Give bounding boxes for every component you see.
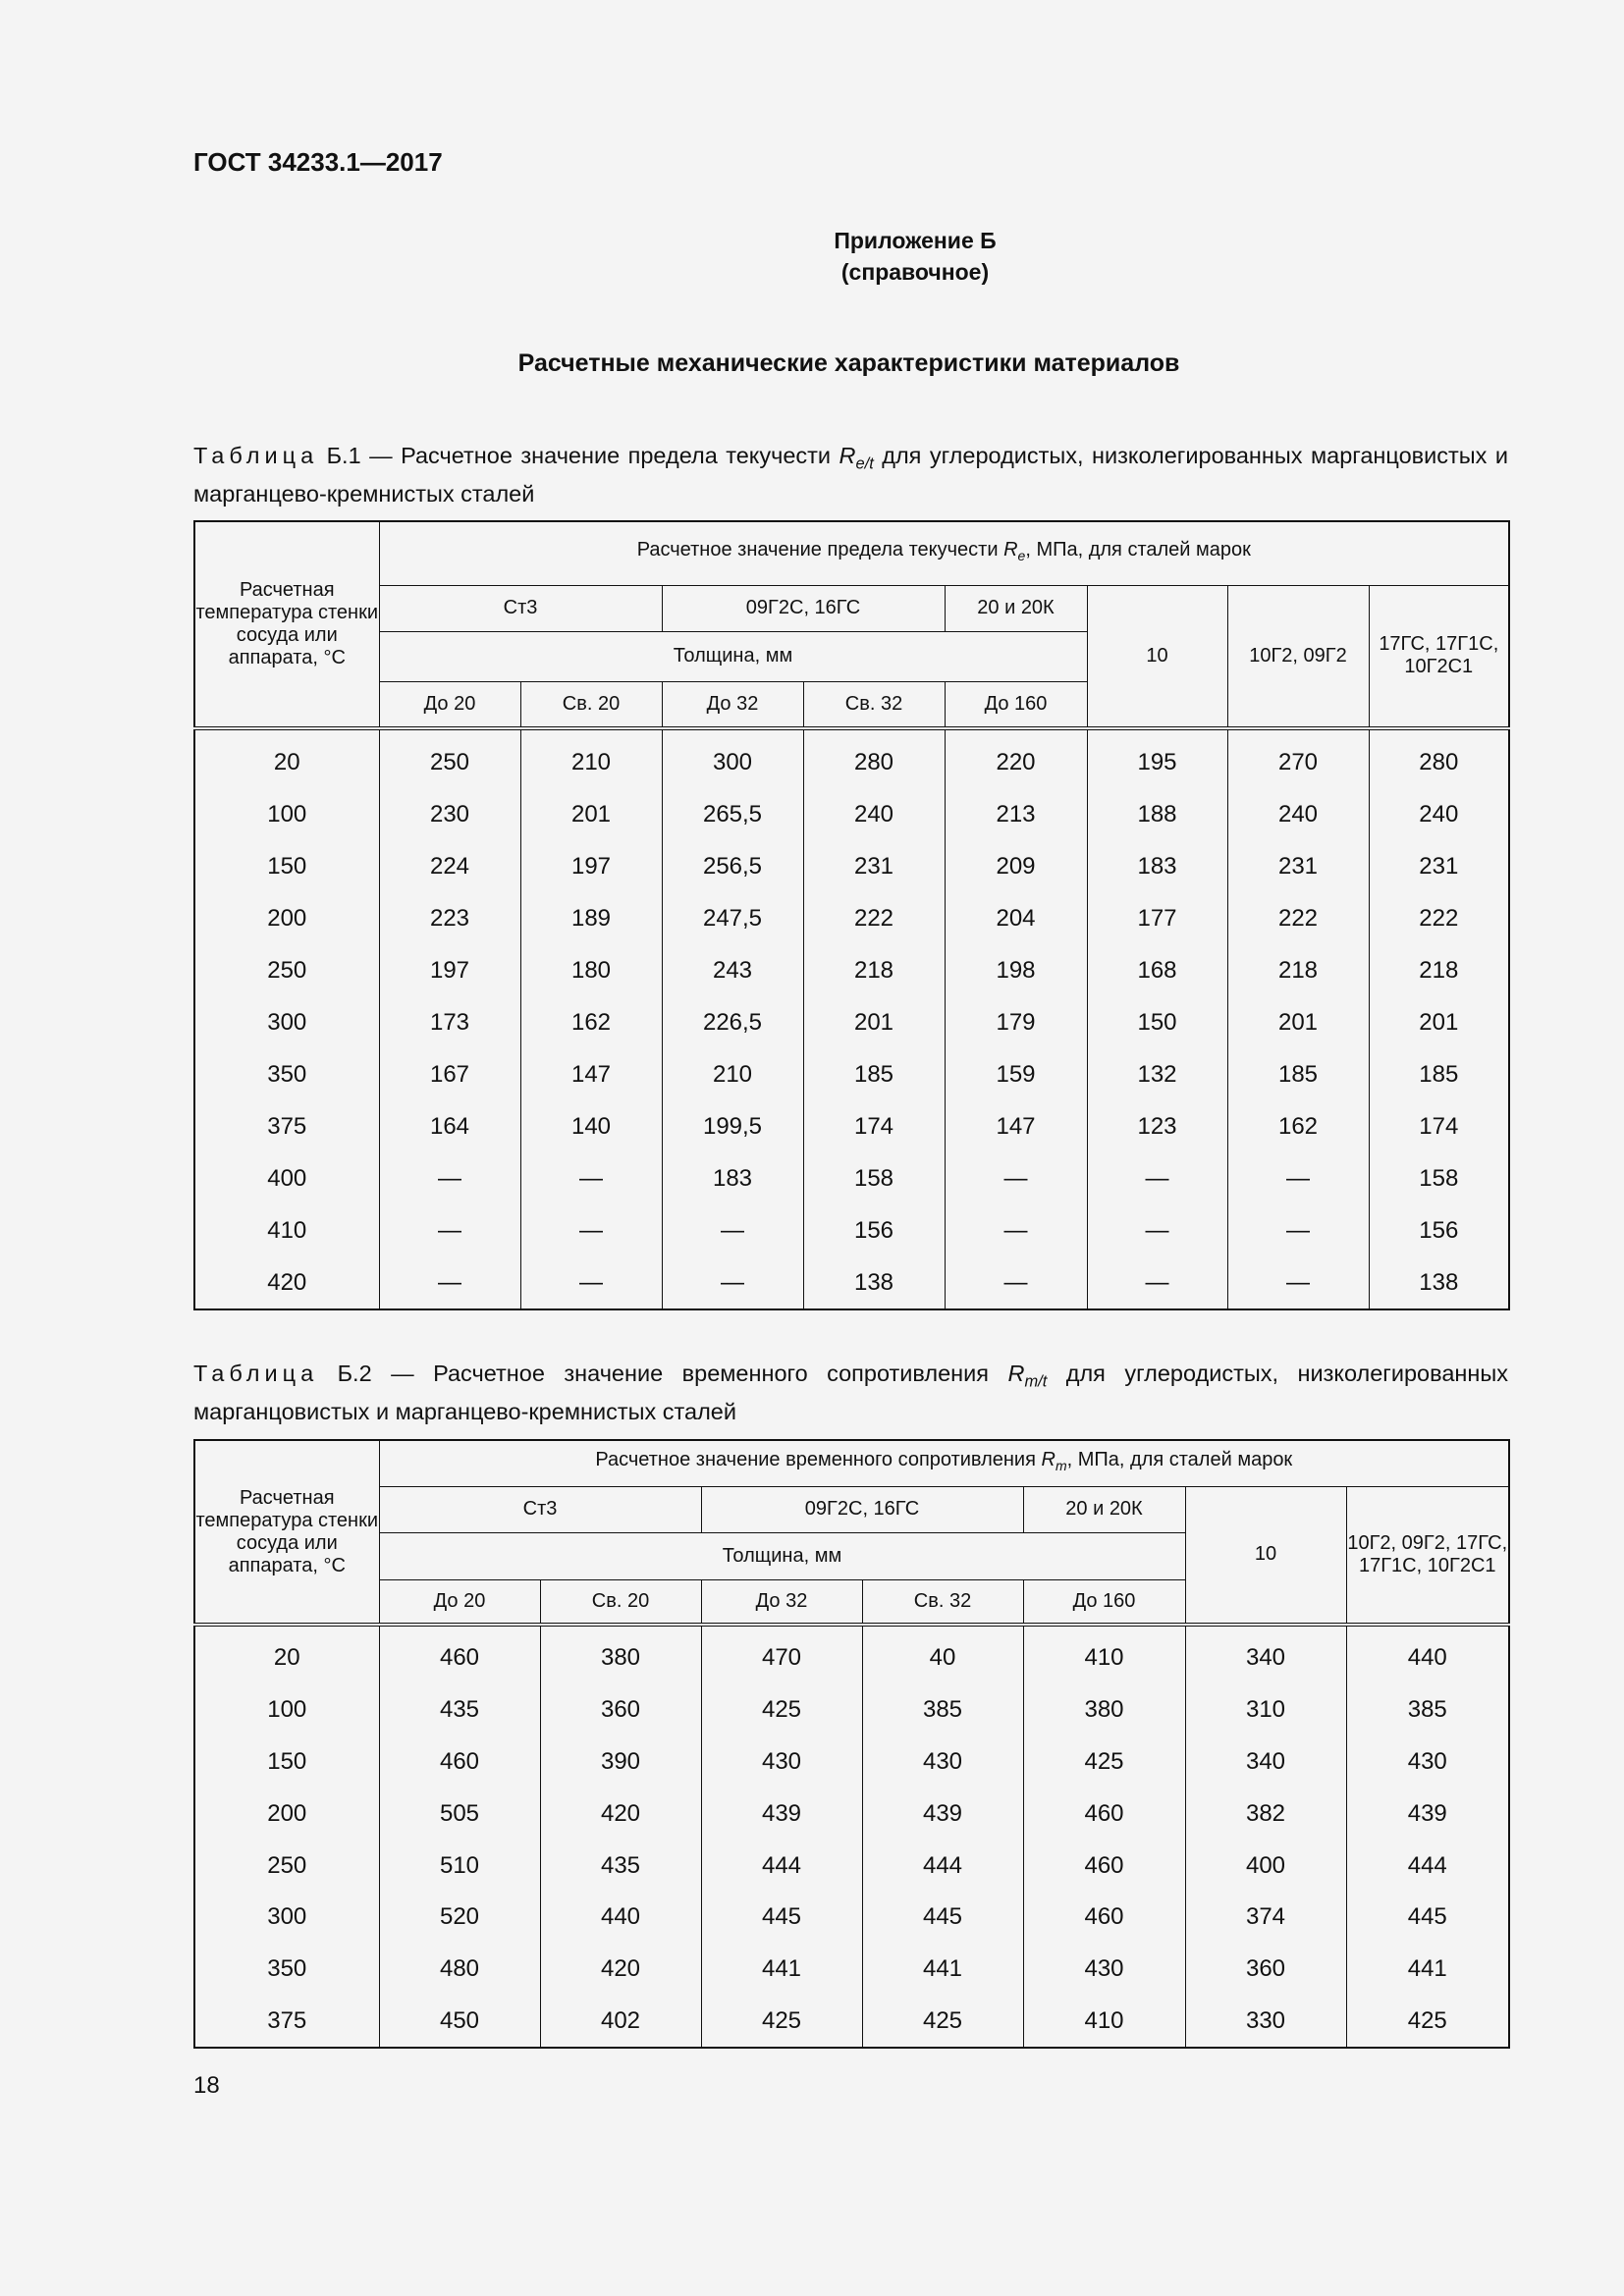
value-cell: 210 xyxy=(520,728,662,788)
value-cell: 188 xyxy=(1087,788,1227,840)
value-cell: 410 xyxy=(1023,1996,1185,2049)
value-cell: 201 xyxy=(1227,996,1369,1048)
table1-thickness-col: До 20 xyxy=(379,681,520,728)
value-cell: 330 xyxy=(1185,1996,1346,2049)
table-row xyxy=(194,1204,1509,1256)
value-cell: — xyxy=(1227,1152,1369,1204)
value-cell: — xyxy=(379,1152,520,1204)
value-cell: — xyxy=(1087,1256,1227,1309)
annex-heading xyxy=(0,225,1624,288)
table2-caption-rest: для углеродистых, низколегированных марганцовистых и марганцево-кремнистых сталей xyxy=(193,1361,1509,1424)
value-cell: 224 xyxy=(379,840,520,892)
table1-caption xyxy=(193,441,1508,508)
value-cell: 425 xyxy=(1023,1736,1185,1789)
value-cell: 240 xyxy=(1227,788,1369,840)
value-cell: 445 xyxy=(862,1892,1023,1944)
value-cell: 360 xyxy=(540,1684,701,1736)
table-row xyxy=(194,1684,1509,1736)
value-cell: 300 xyxy=(662,728,803,788)
temperature-cell: 350 xyxy=(194,1048,379,1100)
value-cell: 185 xyxy=(1369,1048,1509,1100)
table-row xyxy=(194,1788,1509,1840)
value-cell: 430 xyxy=(701,1736,862,1789)
table2-caption-label: Таблица xyxy=(193,1361,319,1386)
annex-subtitle: (справочное) xyxy=(840,259,990,285)
table2-grade: Ст3 xyxy=(379,1486,701,1532)
table2-caption-symbol: $R_{m/t}$ xyxy=(1007,1361,1048,1391)
value-cell: — xyxy=(662,1204,803,1256)
table-row xyxy=(194,788,1509,840)
table-row xyxy=(194,1625,1509,1684)
value-cell: 174 xyxy=(803,1100,945,1152)
table-row xyxy=(194,1944,1509,1996)
value-cell: 265,5 xyxy=(662,788,803,840)
value-cell: 470 xyxy=(701,1625,862,1684)
value-cell: 460 xyxy=(379,1625,540,1684)
value-cell: 162 xyxy=(1227,1100,1369,1152)
table-row xyxy=(194,892,1509,944)
value-cell: 439 xyxy=(701,1788,862,1840)
table-row xyxy=(194,840,1509,892)
value-cell: 340 xyxy=(1185,1736,1346,1789)
temperature-cell: 300 xyxy=(194,996,379,1048)
value-cell: 198 xyxy=(945,944,1087,996)
table2-group-header: Расчетное значение временного сопротивления $R_m$, МПа, для сталей марок xyxy=(379,1440,1509,1486)
page-title: Расчетные механические характеристики материалов xyxy=(517,349,1180,377)
value-cell: 231 xyxy=(1227,840,1369,892)
table1-grade: 20 и 20К xyxy=(945,585,1087,631)
value-cell: 167 xyxy=(379,1048,520,1100)
value-cell: 380 xyxy=(1023,1684,1185,1736)
value-cell: 435 xyxy=(379,1684,540,1736)
temperature-cell: 420 xyxy=(194,1256,379,1309)
value-cell: 222 xyxy=(1227,892,1369,944)
value-cell: — xyxy=(1087,1152,1227,1204)
temperature-cell: 200 xyxy=(194,892,379,944)
value-cell: 445 xyxy=(701,1892,862,1944)
value-cell: 270 xyxy=(1227,728,1369,788)
value-cell: 439 xyxy=(1346,1788,1509,1840)
value-cell: — xyxy=(1087,1204,1227,1256)
value-cell: 220 xyxy=(945,728,1087,788)
value-cell: — xyxy=(520,1152,662,1204)
table1-grade: 17ГС, 17Г1С, 10Г2С1 xyxy=(1369,585,1509,728)
value-cell: 204 xyxy=(945,892,1087,944)
value-cell: 425 xyxy=(1346,1996,1509,2049)
table2-grade: 20 и 20К xyxy=(1023,1486,1185,1532)
value-cell: 201 xyxy=(803,996,945,1048)
value-cell: 425 xyxy=(862,1996,1023,2049)
value-cell: 180 xyxy=(520,944,662,996)
value-cell: 380 xyxy=(540,1625,701,1684)
value-cell: 310 xyxy=(1185,1684,1346,1736)
value-cell: — xyxy=(945,1256,1087,1309)
value-cell: 250 xyxy=(379,728,520,788)
table1-thickness-col: До 32 xyxy=(662,681,803,728)
table-row xyxy=(194,1996,1509,2049)
value-cell: 230 xyxy=(379,788,520,840)
value-cell: 280 xyxy=(1369,728,1509,788)
temperature-cell: 100 xyxy=(194,1684,379,1736)
table-row xyxy=(194,1892,1509,1944)
value-cell: 441 xyxy=(701,1944,862,1996)
value-cell: 189 xyxy=(520,892,662,944)
value-cell: 140 xyxy=(520,1100,662,1152)
value-cell: — xyxy=(662,1256,803,1309)
annex-title: Приложение Б xyxy=(834,228,997,253)
value-cell: — xyxy=(379,1256,520,1309)
value-cell: 183 xyxy=(1087,840,1227,892)
table2-grade: 10Г2, 09Г2, 17ГС, 17Г1С, 10Г2С1 xyxy=(1346,1486,1509,1625)
value-cell: 340 xyxy=(1185,1625,1346,1684)
table1-thickness-label: Толщина, мм xyxy=(379,631,1087,681)
value-cell: 280 xyxy=(803,728,945,788)
value-cell: 179 xyxy=(945,996,1087,1048)
table-row xyxy=(194,1256,1509,1309)
value-cell: 185 xyxy=(1227,1048,1369,1100)
value-cell: 156 xyxy=(803,1204,945,1256)
value-cell: 441 xyxy=(862,1944,1023,1996)
table-row xyxy=(194,728,1509,788)
value-cell: 460 xyxy=(379,1736,540,1789)
value-cell: 520 xyxy=(379,1892,540,1944)
value-cell: 147 xyxy=(945,1100,1087,1152)
value-cell: 174 xyxy=(1369,1100,1509,1152)
table1-caption-rest: для углеродистых, низколегированных марганцовистых и марганцево-кремнистых сталей xyxy=(193,443,1509,507)
value-cell: 150 xyxy=(1087,996,1227,1048)
table1-grade: 09Г2С, 16ГС xyxy=(662,585,945,631)
value-cell: — xyxy=(1227,1204,1369,1256)
value-cell: 158 xyxy=(803,1152,945,1204)
temperature-cell: 375 xyxy=(194,1100,379,1152)
table-row xyxy=(194,1048,1509,1100)
value-cell: 123 xyxy=(1087,1100,1227,1152)
value-cell: 218 xyxy=(803,944,945,996)
value-cell: 400 xyxy=(1185,1840,1346,1892)
value-cell: — xyxy=(1227,1256,1369,1309)
page-number: 18 xyxy=(193,2072,220,2099)
value-cell: 382 xyxy=(1185,1788,1346,1840)
value-cell: 201 xyxy=(520,788,662,840)
table2-thickness-col: Св. 20 xyxy=(540,1579,701,1625)
table2-thickness-col: Св. 32 xyxy=(862,1579,1023,1625)
value-cell: 430 xyxy=(862,1736,1023,1789)
value-cell: 209 xyxy=(945,840,1087,892)
value-cell: 168 xyxy=(1087,944,1227,996)
value-cell: 444 xyxy=(1346,1840,1509,1892)
value-cell: 185 xyxy=(803,1048,945,1100)
value-cell: 243 xyxy=(662,944,803,996)
value-cell: 439 xyxy=(862,1788,1023,1840)
table1-grade: 10 xyxy=(1087,585,1227,728)
value-cell: 138 xyxy=(1369,1256,1509,1309)
value-cell: 201 xyxy=(1369,996,1509,1048)
value-cell: 159 xyxy=(945,1048,1087,1100)
value-cell: 156 xyxy=(1369,1204,1509,1256)
value-cell: 183 xyxy=(662,1152,803,1204)
value-cell: 420 xyxy=(540,1788,701,1840)
table1-group-header: Расчетное значение предела текучести $R_e$, МПа, для сталей марок xyxy=(379,521,1509,585)
value-cell: 195 xyxy=(1087,728,1227,788)
value-cell: 222 xyxy=(803,892,945,944)
value-cell: 231 xyxy=(803,840,945,892)
value-cell: 199,5 xyxy=(662,1100,803,1152)
value-cell: 430 xyxy=(1346,1736,1509,1789)
table1-thickness-col: Св. 20 xyxy=(520,681,662,728)
value-cell: 385 xyxy=(1346,1684,1509,1736)
value-cell: 440 xyxy=(1346,1625,1509,1684)
temperature-cell: 150 xyxy=(194,840,379,892)
table1-thickness-col: До 160 xyxy=(945,681,1087,728)
table1-grade: Ст3 xyxy=(379,585,662,631)
value-cell: 510 xyxy=(379,1840,540,1892)
table2-grade: 09Г2С, 16ГС xyxy=(701,1486,1023,1532)
table1-thickness-col: Св. 32 xyxy=(803,681,945,728)
value-cell: — xyxy=(379,1204,520,1256)
temperature-cell: 250 xyxy=(194,944,379,996)
value-cell: — xyxy=(520,1256,662,1309)
table-row xyxy=(194,1100,1509,1152)
value-cell: 173 xyxy=(379,996,520,1048)
value-cell: 360 xyxy=(1185,1944,1346,1996)
value-cell: 505 xyxy=(379,1788,540,1840)
value-cell: 410 xyxy=(1023,1625,1185,1684)
value-cell: 240 xyxy=(1369,788,1509,840)
value-cell: 460 xyxy=(1023,1840,1185,1892)
temperature-cell: 375 xyxy=(194,1996,379,2049)
value-cell: 158 xyxy=(1369,1152,1509,1204)
table2 xyxy=(193,1439,1510,2049)
value-cell: 450 xyxy=(379,1996,540,2049)
value-cell: — xyxy=(945,1152,1087,1204)
value-cell: 385 xyxy=(862,1684,1023,1736)
table-row xyxy=(194,1840,1509,1892)
value-cell: 256,5 xyxy=(662,840,803,892)
value-cell: 247,5 xyxy=(662,892,803,944)
table2-caption xyxy=(193,1359,1508,1426)
value-cell: 420 xyxy=(540,1944,701,1996)
value-cell: 430 xyxy=(1023,1944,1185,1996)
value-cell: 441 xyxy=(1346,1944,1509,1996)
table2-thickness-col: До 20 xyxy=(379,1579,540,1625)
value-cell: 445 xyxy=(1346,1892,1509,1944)
value-cell: 162 xyxy=(520,996,662,1048)
temperature-cell: 200 xyxy=(194,1788,379,1840)
document-code: ГОСТ 34233.1—2017 xyxy=(193,147,443,177)
value-cell: — xyxy=(520,1204,662,1256)
temperature-cell: 150 xyxy=(194,1736,379,1789)
table-row xyxy=(194,996,1509,1048)
value-cell: 147 xyxy=(520,1048,662,1100)
value-cell: 40 xyxy=(862,1625,1023,1684)
temperature-cell: 350 xyxy=(194,1944,379,1996)
value-cell: 460 xyxy=(1023,1892,1185,1944)
temperature-cell: 400 xyxy=(194,1152,379,1204)
temperature-cell: 410 xyxy=(194,1204,379,1256)
value-cell: 197 xyxy=(379,944,520,996)
temperature-cell: 20 xyxy=(194,728,379,788)
table1-row-header: Расчетная температура стенки сосуда или аппарата, °С xyxy=(194,521,379,728)
value-cell: 177 xyxy=(1087,892,1227,944)
value-cell: 240 xyxy=(803,788,945,840)
value-cell: 218 xyxy=(1369,944,1509,996)
value-cell: 390 xyxy=(540,1736,701,1789)
value-cell: 444 xyxy=(862,1840,1023,1892)
table1-grade: 10Г2, 09Г2 xyxy=(1227,585,1369,728)
value-cell: 210 xyxy=(662,1048,803,1100)
value-cell: 460 xyxy=(1023,1788,1185,1840)
value-cell: 213 xyxy=(945,788,1087,840)
table1-caption-symbol: $R_{e/t}$ xyxy=(839,443,874,473)
temperature-cell: 20 xyxy=(194,1625,379,1684)
value-cell: 425 xyxy=(701,1996,862,2049)
value-cell: 425 xyxy=(701,1684,862,1736)
value-cell: 440 xyxy=(540,1892,701,1944)
value-cell: 480 xyxy=(379,1944,540,1996)
value-cell: 435 xyxy=(540,1840,701,1892)
value-cell: 374 xyxy=(1185,1892,1346,1944)
table2-caption-number: Б.2 — Расчетное значение временного сопротивления xyxy=(337,1361,989,1386)
table1-caption-label: Таблица xyxy=(193,443,319,468)
table2-row-header: Расчетная температура стенки сосуда или аппарата, °С xyxy=(194,1440,379,1625)
temperature-cell: 250 xyxy=(194,1840,379,1892)
table2-thickness-label: Толщина, мм xyxy=(379,1532,1185,1579)
value-cell: 402 xyxy=(540,1996,701,2049)
value-cell: 164 xyxy=(379,1100,520,1152)
value-cell: — xyxy=(945,1204,1087,1256)
value-cell: 138 xyxy=(803,1256,945,1309)
table-row xyxy=(194,1736,1509,1789)
value-cell: 197 xyxy=(520,840,662,892)
temperature-cell: 300 xyxy=(194,1892,379,1944)
table-row xyxy=(194,1152,1509,1204)
value-cell: 231 xyxy=(1369,840,1509,892)
value-cell: 218 xyxy=(1227,944,1369,996)
value-cell: 226,5 xyxy=(662,996,803,1048)
value-cell: 223 xyxy=(379,892,520,944)
table2-thickness-col: До 32 xyxy=(701,1579,862,1625)
table-row xyxy=(194,944,1509,996)
table2-grade: 10 xyxy=(1185,1486,1346,1625)
temperature-cell: 100 xyxy=(194,788,379,840)
table1-caption-number: Б.1 — Расчетное значение предела текучести xyxy=(326,443,832,468)
value-cell: 132 xyxy=(1087,1048,1227,1100)
table2-thickness-col: До 160 xyxy=(1023,1579,1185,1625)
table1 xyxy=(193,520,1510,1310)
value-cell: 222 xyxy=(1369,892,1509,944)
value-cell: 444 xyxy=(701,1840,862,1892)
